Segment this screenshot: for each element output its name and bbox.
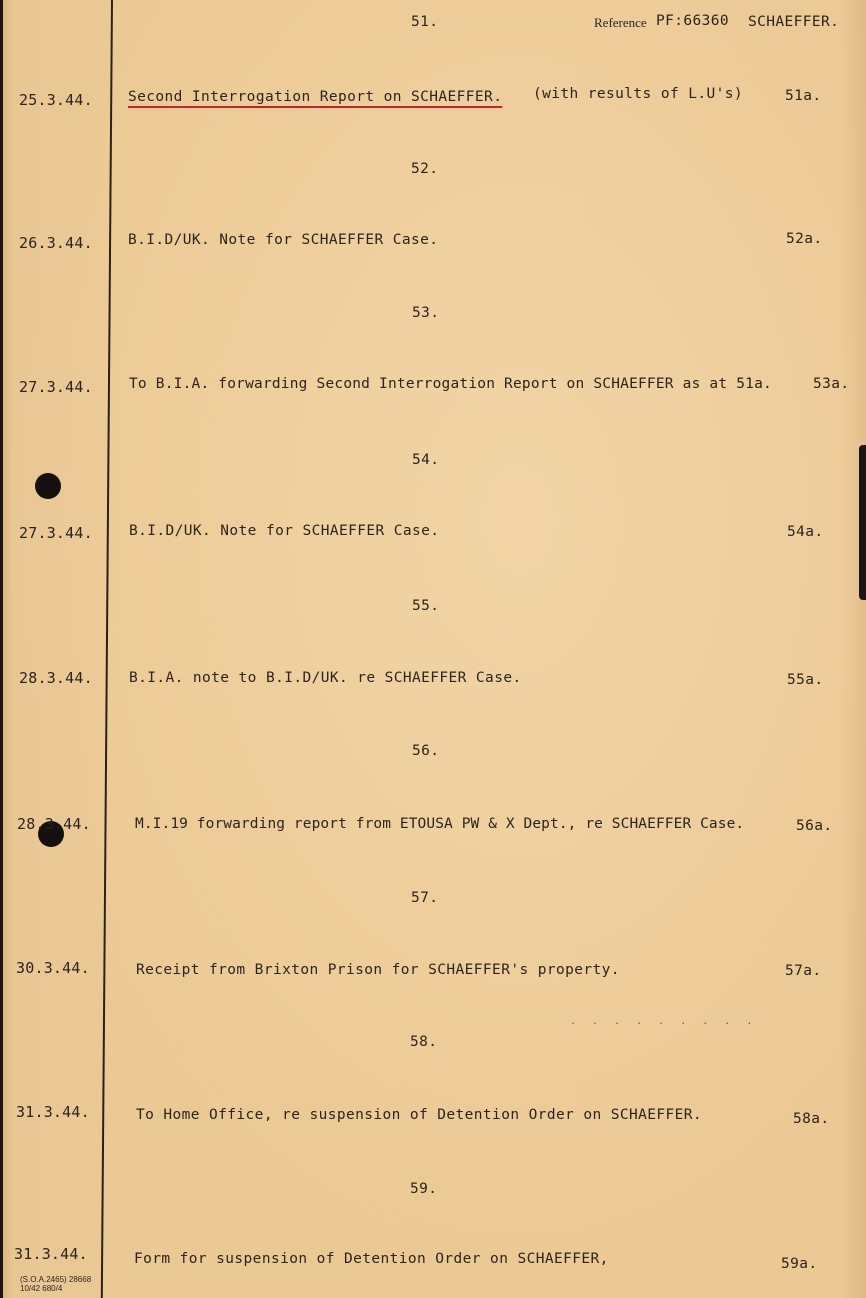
- entry-date: 27.3.44.: [19, 524, 93, 542]
- page-left-edge: [0, 0, 3, 1298]
- page-edge-tear: [859, 445, 866, 600]
- entry-serial: 53a.: [813, 376, 850, 392]
- entry-description: To Home Office, re suspension of Detention Order on SCHAEFFER.: [136, 1107, 703, 1123]
- entry-date: 28.3.44.: [19, 669, 93, 687]
- entry-date: 31.3.44.: [14, 1245, 88, 1263]
- entry-serial: 59a.: [781, 1256, 818, 1272]
- entry-date: 28.3.44.: [17, 815, 91, 833]
- stray-marks: . . . . . . . . .: [570, 1016, 758, 1027]
- minute-number: 53.: [412, 305, 440, 321]
- minute-number: 52.: [411, 161, 439, 177]
- entry-description: B.I.D/UK. Note for SCHAEFFER Case.: [128, 232, 439, 248]
- minute-number: 59.: [410, 1181, 438, 1197]
- entry-date: 25.3.44.: [19, 91, 93, 109]
- entry-serial: 54a.: [787, 524, 824, 540]
- reference-value: PF:66360: [656, 13, 730, 29]
- entry-serial: 58a.: [793, 1111, 830, 1127]
- margin-rule: [101, 0, 113, 1298]
- reference-label: Reference: [594, 15, 647, 30]
- entry-serial: 56a.: [796, 818, 833, 834]
- entry-description: Second Interrogation Report on SCHAEFFER.: [128, 89, 503, 105]
- minute-number: 56.: [412, 743, 440, 759]
- entry-date: 27.3.44.: [19, 378, 93, 396]
- entry-note: (with results of L.U's): [533, 86, 743, 102]
- entry-serial: 57a.: [785, 963, 822, 979]
- punch-hole-upper: [35, 473, 61, 499]
- entry-description: Receipt from Brixton Prison for SCHAEFFER's property.: [136, 962, 620, 978]
- minute-number: 57.: [411, 890, 439, 906]
- entry-serial: 51a.: [785, 88, 822, 104]
- entry-description: B.I.A. note to B.I.D/UK. re SCHAEFFER Case.: [129, 670, 522, 686]
- header-page-number: 51.: [411, 14, 439, 30]
- entry-serial: 52a.: [786, 231, 823, 247]
- entry-date: 31.3.44.: [16, 1103, 90, 1121]
- entry-date: 26.3.44.: [19, 234, 93, 252]
- minute-number: 55.: [412, 598, 440, 614]
- entry-serial: 55a.: [787, 672, 824, 688]
- reference-name: SCHAEFFER.: [748, 14, 840, 30]
- minute-number: 58.: [410, 1034, 438, 1050]
- entry-description: To B.I.A. forwarding Second Interrogation Report on SCHAEFFER as at 51a.: [129, 376, 772, 392]
- entry-description: B.I.D/UK. Note for SCHAEFFER Case.: [129, 523, 440, 539]
- form-code: (S.O.A.2465) 28668 10/42 680/4: [20, 1275, 92, 1293]
- entry-description: Form for suspension of Detention Order on SCHAEFFER,: [134, 1251, 609, 1267]
- entry-description: M.I.19 forwarding report from ETOUSA PW & X Dept., re SCHAEFFER Case.: [135, 816, 745, 832]
- minute-number: 54.: [412, 452, 440, 468]
- entry-date: 30.3.44.: [16, 959, 90, 977]
